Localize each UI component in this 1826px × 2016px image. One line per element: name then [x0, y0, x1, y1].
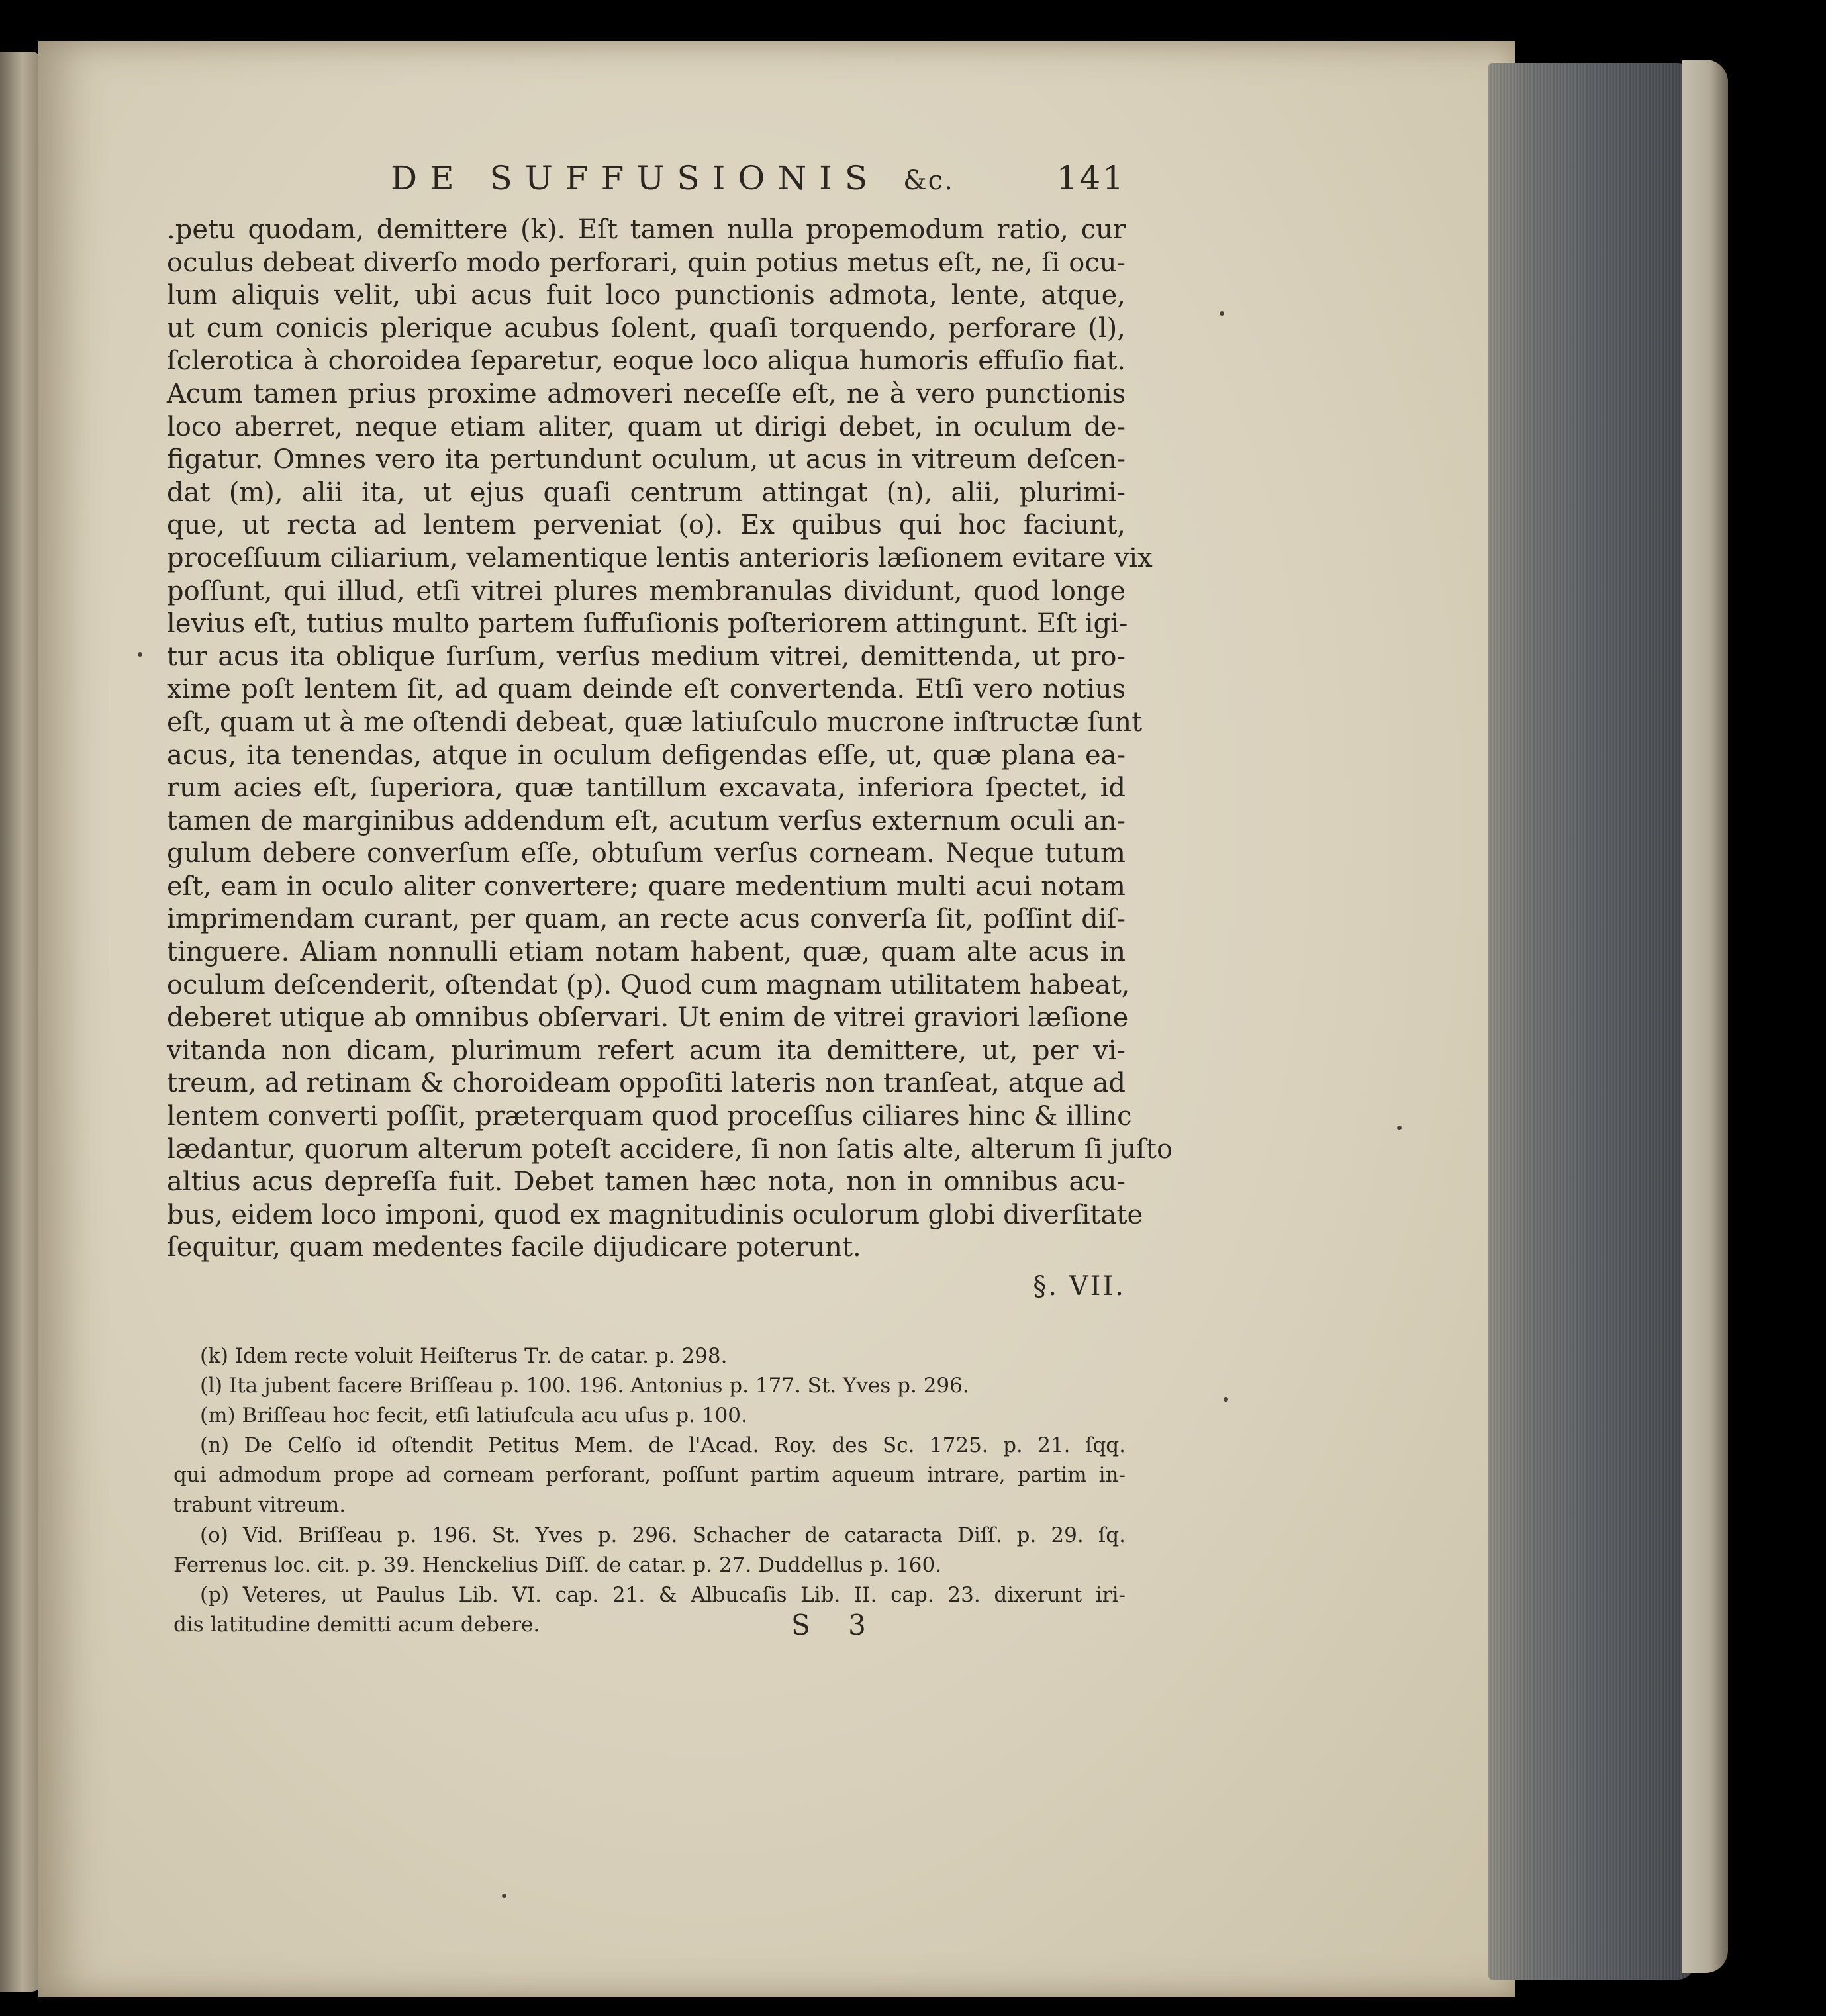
footnote-line: Ferrenus loc. cit. p. 39. Henckelius Diſſ. de catar. p. 27. Duddellus p. 160.	[173, 1553, 942, 1577]
text-line: .petu quodam, demittere (k). Eſt tamen nulla propemodum ratio, cur	[167, 215, 1126, 245]
facing-page-edge	[0, 52, 41, 1992]
text-line: que, ut recta ad lentem perveniat (o). Ex quibus qui hoc faciunt,	[167, 510, 1126, 541]
text-line: xime poſt lentem ſit, ad quam deinde eſt convertenda. Etſi vero notius	[167, 674, 1126, 705]
text-line: proceſſuum ciliarium, velamentique lentis anterioris læſionem evitare vix	[167, 542, 1153, 573]
text-line: ſequitur, quam medentes facile dijudicare poterunt.	[167, 1232, 861, 1263]
text-line: rum acies eſt, ſuperiora, quæ tantillum excavata, inferiora ſpectet, id	[167, 773, 1126, 804]
signature-mark: S 3	[791, 1609, 881, 1641]
main-text-block	[167, 214, 1173, 1265]
footnote-line: qui admodum prope ad corneam perforant, poſſunt partim aqueum intrare, partim in-	[173, 1463, 1126, 1488]
text-line: deberet utique ab omnibus obſervari. Ut enim de vitrei graviori læſione	[167, 1002, 1129, 1033]
footnote-line: trabunt vitreum.	[173, 1493, 346, 1517]
text-line: lum aliquis velit, ubi acus fuit loco punctionis admota, lente, atque,	[167, 280, 1126, 311]
paper-speck	[1224, 1397, 1228, 1402]
footnote-line: (k) Idem recte voluit Heiſterus Tr. de catar. p. 298.	[200, 1344, 728, 1368]
text-line: tur acus ita oblique ſurſum, verſus medium vitrei, demittenda, ut pro-	[167, 641, 1126, 672]
page-number: 141	[1056, 159, 1126, 197]
text-line: acus, ita tenendas, atque in oculum defigendas eſſe, ut, quæ plana ea-	[167, 740, 1126, 771]
footnote-line: (n) De Celſo id oſtendit Petitus Mem. de l'Acad. Roy. des Sc. 1725. p. 21. ſqq.	[200, 1433, 1126, 1458]
text-line: dat (m), alii ita, ut ejus quaſi centrum attingat (n), alii, plurimi-	[167, 477, 1126, 508]
text-line: oculus debeat diverſo modo perforari, quin potius metus eſt, ne, ſi ocu-	[167, 247, 1126, 278]
cover-edge	[1682, 60, 1728, 1973]
paper-speck	[138, 652, 142, 657]
text-line: Acum tamen prius proxime admoveri neceſſe eſt, ne à vero punctionis	[167, 378, 1126, 409]
text-line: bus, eidem loco imponi, quod ex magnitudinis oculorum globi diverſitate	[167, 1199, 1143, 1230]
paper-speck	[1220, 311, 1224, 316]
footnotes	[173, 1341, 1126, 1640]
text-line: altius acus depreſſa fuit. Debet tamen hæc nota, non in omnibus acu-	[167, 1167, 1126, 1198]
text-line: levius eſt, tutius multo partem ſuffuſionis poſteriorem attingunt. Eſt igi-	[167, 608, 1128, 640]
text-line: gulum debere converſum eſſe, obtuſum verſus corneam. Neque tutum	[167, 838, 1126, 869]
text-line: lædantur, quorum alterum poteſt accidere, ſi non ſatis alte, alterum ſi juſto	[167, 1133, 1173, 1165]
footnote-line: (o) Vid. Briſſeau p. 196. St. Yves p. 296. Schacher de cataracta Diſſ. p. 29. ſq.	[200, 1523, 1126, 1547]
footnote-line: (p) Veteres, ut Paulus Lib. VI. cap. 21. & Albucaſis Lib. II. cap. 23. dixerunt iri-	[200, 1582, 1126, 1607]
text-line: treum, ad retinam & choroideam oppoſiti lateris non tranſeat, atque ad	[167, 1068, 1126, 1099]
text-line: poſſunt, qui illud, etſi vitrei plures membranulas dividunt, quod longe	[167, 575, 1126, 606]
header-title: DE SUFFUSIONIS &c.	[391, 159, 954, 197]
text-line: oculum deſcenderit, oſtendat (p). Quod cum magnam utilitatem habeat,	[167, 969, 1130, 1000]
paper-speck	[1397, 1126, 1402, 1130]
text-line: ut cum conicis plerique acubus ſolent, quaſi torquendo, perforare (l),	[167, 312, 1126, 344]
text-line: eſt, quam ut à me oſtendi debeat, quæ latiuſculo mucrone inſtructæ ſunt	[167, 706, 1143, 738]
footnote-line: (m) Briſſeau hoc fecit, etſi latiuſcula acu uſus p. 100.	[200, 1404, 747, 1428]
text-line: lentem converti poſſit, præterquam quod proceſſus ciliares hinc & illinc	[167, 1101, 1132, 1132]
page-block-fore-edge	[1488, 63, 1695, 1980]
text-line: ſclerotica à choroidea ſeparetur, eoque loco aliqua humoris effuſio fiat.	[167, 346, 1126, 377]
paper-speck	[502, 1894, 506, 1898]
text-line: eſt, eam in oculo aliter convertere; quare medentium multi acui notam	[167, 871, 1126, 902]
running-header	[391, 159, 1126, 205]
section-marker: §. VII.	[1033, 1271, 1126, 1302]
text-line: vitanda non dicam, plurimum refert acum ita demittere, ut, per vi-	[167, 1035, 1126, 1066]
text-line: loco aberret, neque etiam aliter, quam ut dirigi debet, in oculum de-	[167, 411, 1126, 442]
footnote-line: (l) Ita jubent facere Briſſeau p. 100. 196. Antonius p. 177. St. Yves p. 296.	[200, 1374, 969, 1398]
text-line: tamen de marginibus addendum eſt, acutum verſus externum oculi an-	[167, 805, 1126, 836]
footnote-line: dis latitudine demitti acum debere.	[173, 1612, 540, 1637]
text-line: figatur. Omnes vero ita pertundunt oculum, ut acus in vitreum deſcen-	[167, 444, 1126, 475]
text-line: tinguere. Aliam nonnulli etiam notam habent, quæ, quam alte acus in	[167, 937, 1126, 968]
text-line: imprimendam curant, per quam, an recte acus converſa ſit, poſſint diſ-	[167, 904, 1126, 935]
